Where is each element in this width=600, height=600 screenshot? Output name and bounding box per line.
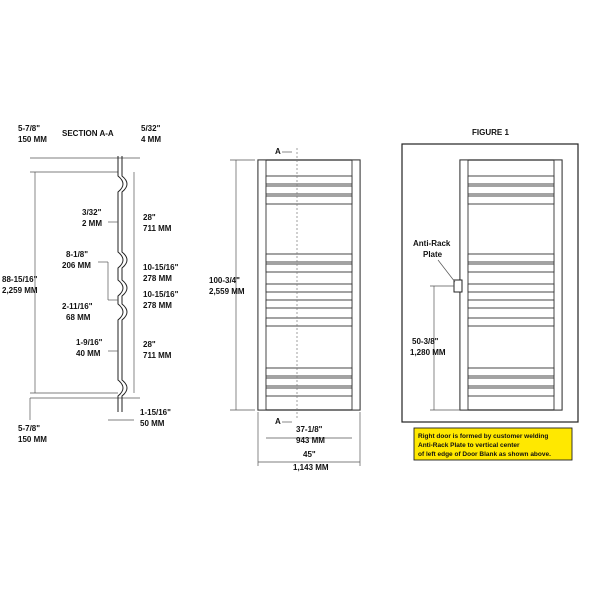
door-rail — [266, 378, 352, 386]
front-outer-width-mm: 1,143 MM — [293, 463, 329, 472]
section-overall-height-in: 88-15/16" — [2, 275, 38, 284]
section-mark-top: A — [275, 147, 281, 156]
plate-label-line2: Plate — [423, 250, 443, 259]
figure-door-rail — [468, 388, 554, 396]
section-view — [2, 124, 179, 444]
section-bottom-left-in: 5-7/8" — [18, 424, 41, 433]
section-upper-offset-mm: 206 MM — [62, 261, 91, 270]
section-seg-bottom-mm: 711 MM — [143, 351, 172, 360]
section-bump-in: 3/32" — [82, 208, 102, 217]
door-rail — [266, 254, 352, 262]
section-top-right-in: 5/32" — [141, 124, 161, 133]
section-small-offset-mm: 68 MM — [66, 313, 91, 322]
figure-door-rail — [468, 254, 554, 262]
section-upper-offset-in: 8-1/8" — [66, 250, 89, 259]
section-seg-top-mm: 711 MM — [143, 224, 172, 233]
door-rail — [266, 264, 352, 272]
door-rail — [266, 196, 352, 204]
section-seg-bottom-in: 28" — [143, 340, 156, 349]
section-top-right-mm: 4 MM — [141, 135, 161, 144]
front-height-in: 100-3/4" — [209, 276, 240, 285]
section-bottom-left-mm: 150 MM — [18, 435, 47, 444]
door-rail — [266, 186, 352, 194]
figure-door-rail — [468, 264, 554, 272]
section-seg-top-in: 28" — [143, 213, 156, 222]
front-elevation — [209, 147, 360, 472]
front-height-mm: 2,559 MM — [209, 287, 245, 296]
figure-door-rail — [468, 300, 554, 308]
front-outer-width-in: 45" — [303, 450, 316, 459]
section-depth-mm: 50 MM — [140, 419, 165, 428]
door-rail — [266, 176, 352, 184]
front-inner-width-in: 37-1/8" — [296, 425, 323, 434]
front-inner-width-mm: 943 MM — [296, 436, 325, 445]
section-title: SECTION A-A — [62, 129, 114, 138]
door-rail — [266, 318, 352, 326]
section-top-left-in: 5-7/8" — [18, 124, 41, 133]
figure-door-rail — [468, 378, 554, 386]
note-line-1: Right door is formed by customer welding — [418, 433, 549, 440]
plate-height-mm: 1,280 MM — [410, 348, 446, 357]
figure-1 — [402, 128, 578, 460]
door-rail — [266, 368, 352, 376]
figure-title: FIGURE 1 — [472, 128, 509, 137]
section-mid-upper-mm: 278 MM — [143, 274, 172, 283]
figure-door-rail — [468, 318, 554, 326]
figure-door-rail — [468, 176, 554, 184]
plate-label-line1: Anti-Rack — [413, 239, 451, 248]
section-lower-offset-in: 1-9/16" — [76, 338, 103, 347]
figure-door-rail — [468, 186, 554, 194]
section-mark-bottom: A — [275, 417, 281, 426]
section-small-offset-in: 2-11/16" — [62, 302, 93, 311]
section-profile — [118, 156, 127, 412]
figure-door-rail — [468, 284, 554, 292]
section-mid-upper-in: 10-15/16" — [143, 263, 179, 272]
door-rail — [266, 300, 352, 308]
figure-door-right-stile — [554, 160, 562, 410]
section-depth-in: 1-15/16" — [140, 408, 171, 417]
section-top-left-mm: 150 MM — [18, 135, 47, 144]
door-rail — [266, 388, 352, 396]
door-left-stile — [258, 160, 266, 410]
note-line-3: of left edge of Door Blank as shown above. — [418, 451, 551, 458]
section-lower-offset-mm: 40 MM — [76, 349, 101, 358]
section-mid-lower-mm: 278 MM — [143, 301, 172, 310]
door-right-stile — [352, 160, 360, 410]
figure-door-rail — [468, 368, 554, 376]
plate-height-in: 50-3/8" — [412, 337, 439, 346]
section-overall-height-mm: 2,259 MM — [2, 286, 38, 295]
figure-door-rail — [468, 196, 554, 204]
note-line-2: Anti-Rack Plate to vertical center — [418, 442, 520, 449]
section-bump-mm: 2 MM — [82, 219, 102, 228]
door-rail — [266, 284, 352, 292]
section-mid-lower-in: 10-15/16" — [143, 290, 179, 299]
